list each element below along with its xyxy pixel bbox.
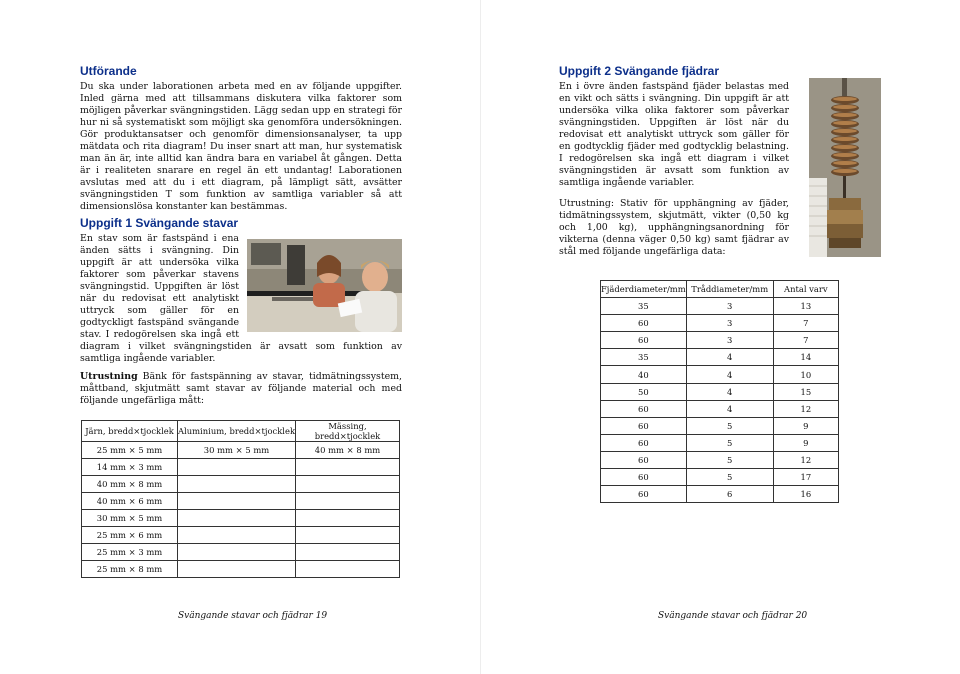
table-cell: 4 <box>686 400 773 417</box>
table-cell: 5 <box>686 434 773 451</box>
table-cell: 7 <box>773 332 838 349</box>
table-cell: 60 <box>601 469 687 486</box>
table-cell: 4 <box>686 349 773 366</box>
table-row <box>82 561 400 578</box>
table-cell: 4 <box>686 366 773 383</box>
table-header-row <box>82 421 400 442</box>
table-row <box>601 298 839 315</box>
table-cell: 25 mm × 6 mm <box>82 527 178 544</box>
table-cell: 50 <box>601 383 687 400</box>
task1-heading: Uppgift 1 Svängande stavar <box>80 216 239 230</box>
table-cell: 25 mm × 3 mm <box>82 544 178 561</box>
table-row <box>82 544 400 561</box>
table-cell: 60 <box>601 315 687 332</box>
task1-text: En stav som är fastspänd i ena änden sätts i svängning. Din uppgift är att undersöka vilka faktorer som påverkar stavens svängningstid. Uppgiften är löst när du redovisat ett analytiskt uttryck som gäller för en godtyckligt fastspänd svängande stav. I redogörelsen ska ingå ett diagram i vilket svängningstiden är avsatt som funktion av samtliga ingående variabler. <box>80 233 402 364</box>
table-row <box>601 400 839 417</box>
table-cell: 13 <box>773 298 838 315</box>
task1-paragraph <box>80 233 402 365</box>
table-row <box>601 469 839 486</box>
photo-spring-weights <box>809 78 881 257</box>
table-cell: 40 mm × 8 mm <box>82 476 178 493</box>
table-cell: 30 mm × 5 mm <box>82 510 178 527</box>
table-row <box>601 366 839 383</box>
table-cell: 60 <box>601 417 687 434</box>
equipment-paragraph <box>80 371 402 407</box>
table-cell: 5 <box>686 469 773 486</box>
table-cell: 17 <box>773 469 838 486</box>
table-cell: 40 mm × 8 mm <box>296 442 400 459</box>
table-row <box>601 383 839 400</box>
table-cell <box>296 527 400 544</box>
table-cell: 12 <box>773 451 838 468</box>
intro-paragraph: Du ska under laborationen arbeta med en av följande uppgifter. Inled gärna med att tillsammans diskutera vilka faktorer som möjligen påverkar svängningstiden. Lägg sedan upp en strategi för hur ni så systematiskt som möjligt ska genomföra undersökningen. Gör produktansatser och genomför dimensionsanalyser, ta upp mätdata och rita diagram! Du inser snart att man, hur systematisk man än är, inte alltid kan ändra bara en variabel åt gången. Detta är i realiteten snarare en regel än ett undantag! Laborationen avslutas med att du i ett diagram, på lämpligt sätt, avsätter svängningstiden T som funktion av samtliga variabler så att dimensionslösa konstanter kan bestämmas. <box>80 81 402 212</box>
table-cell <box>178 527 296 544</box>
equipment-paragraph-right: Utrustning: Stativ för upphängning av fjäder, tidmätningssystem, skjutmätt, vikter (0,50 kg och 1,00 kg), upphängningsanordning för vikterna (denna väger 0,50 kg) samt fjädrar av stål med följande ungefärliga data: <box>559 198 789 257</box>
table-header-cell: Mässing, bredd×tjocklek <box>296 421 400 442</box>
table-row <box>82 442 400 459</box>
table-cell: 60 <box>601 434 687 451</box>
table-cell <box>296 476 400 493</box>
table-cell: 15 <box>773 383 838 400</box>
table-cell: 6 <box>686 486 773 503</box>
table-row <box>82 459 400 476</box>
equipment-text: Bänk för fastspänning av stavar, tidmätningssystem, måttband, skjutmätt samt stavar av följande material och med följande ungefärliga mått: <box>80 371 403 406</box>
table-cell: 40 mm × 6 mm <box>82 493 178 510</box>
table-row <box>601 315 839 332</box>
table-cell: 3 <box>686 298 773 315</box>
table-header-cell: Aluminium, bredd×tjocklek <box>178 421 296 442</box>
table-header-cell: Järn, bredd×tjocklek <box>82 421 178 442</box>
table-cell: 12 <box>773 400 838 417</box>
table-cell <box>178 476 296 493</box>
intro-heading: Utförande <box>80 64 137 78</box>
table-header-cell: Fjäderdiameter/mm <box>601 281 687 298</box>
table-cell: 60 <box>601 451 687 468</box>
table-cell: 60 <box>601 332 687 349</box>
table-cell: 7 <box>773 315 838 332</box>
table-cell <box>296 510 400 527</box>
table-cell: 9 <box>773 434 838 451</box>
table-cell: 14 <box>773 349 838 366</box>
task2-heading: Uppgift 2 Svängande fjädrar <box>559 64 720 78</box>
table-cell: 30 mm × 5 mm <box>178 442 296 459</box>
table-cell: 4 <box>686 383 773 400</box>
table-row <box>601 434 839 451</box>
table-header-cell: Tråddiameter/mm <box>686 281 773 298</box>
table-cell: 35 <box>601 349 687 366</box>
springs-table <box>600 280 839 503</box>
table-cell <box>296 544 400 561</box>
table-header-row <box>601 281 839 298</box>
table-row <box>601 417 839 434</box>
page-footer-left: Svängande stavar och fjädrar 19 <box>178 611 328 621</box>
table-row <box>82 493 400 510</box>
table-header-cell: Antal varv <box>773 281 838 298</box>
table-cell: 25 mm × 8 mm <box>82 561 178 578</box>
table-row <box>601 486 839 503</box>
rods-table <box>81 420 400 578</box>
equipment-label: Utrustning <box>80 371 138 382</box>
table-cell: 3 <box>686 315 773 332</box>
table-cell <box>178 493 296 510</box>
table-cell: 25 mm × 5 mm <box>82 442 178 459</box>
table-cell <box>178 561 296 578</box>
table-row <box>601 349 839 366</box>
photo-people-lab <box>247 239 402 332</box>
table-cell: 5 <box>686 417 773 434</box>
task2-paragraph: En i övre änden fastspänd fjäder belastas med en vikt och sätts i svängning. Din uppgift är att undersöka vilka olika faktorer som påverkar svängningstiden. Uppgiften är löst när du redovisat ett analytiskt uttryck som gäller för en godtycklig fjäder med godtycklig belastning. I redogörelsen ska ingå ett diagram i vilket svängningstiden är avsatt som funktion av samtliga ingående variabler. <box>559 81 789 188</box>
table-cell: 14 mm × 3 mm <box>82 459 178 476</box>
table-row <box>601 332 839 349</box>
table-cell <box>296 459 400 476</box>
table-cell: 60 <box>601 486 687 503</box>
table-cell: 40 <box>601 366 687 383</box>
table-cell: 60 <box>601 400 687 417</box>
table-cell <box>296 493 400 510</box>
table-cell: 3 <box>686 332 773 349</box>
table-cell <box>296 561 400 578</box>
table-cell: 9 <box>773 417 838 434</box>
table-row <box>82 476 400 493</box>
table-cell: 16 <box>773 486 838 503</box>
table-row <box>82 527 400 544</box>
table-cell <box>178 544 296 561</box>
right-page <box>481 0 960 674</box>
table-row <box>82 510 400 527</box>
table-cell <box>178 459 296 476</box>
table-cell: 35 <box>601 298 687 315</box>
table-cell: 10 <box>773 366 838 383</box>
table-cell <box>178 510 296 527</box>
page-footer-right: Svängande stavar och fjädrar 20 <box>658 611 808 621</box>
table-cell: 5 <box>686 451 773 468</box>
table-row <box>601 451 839 468</box>
